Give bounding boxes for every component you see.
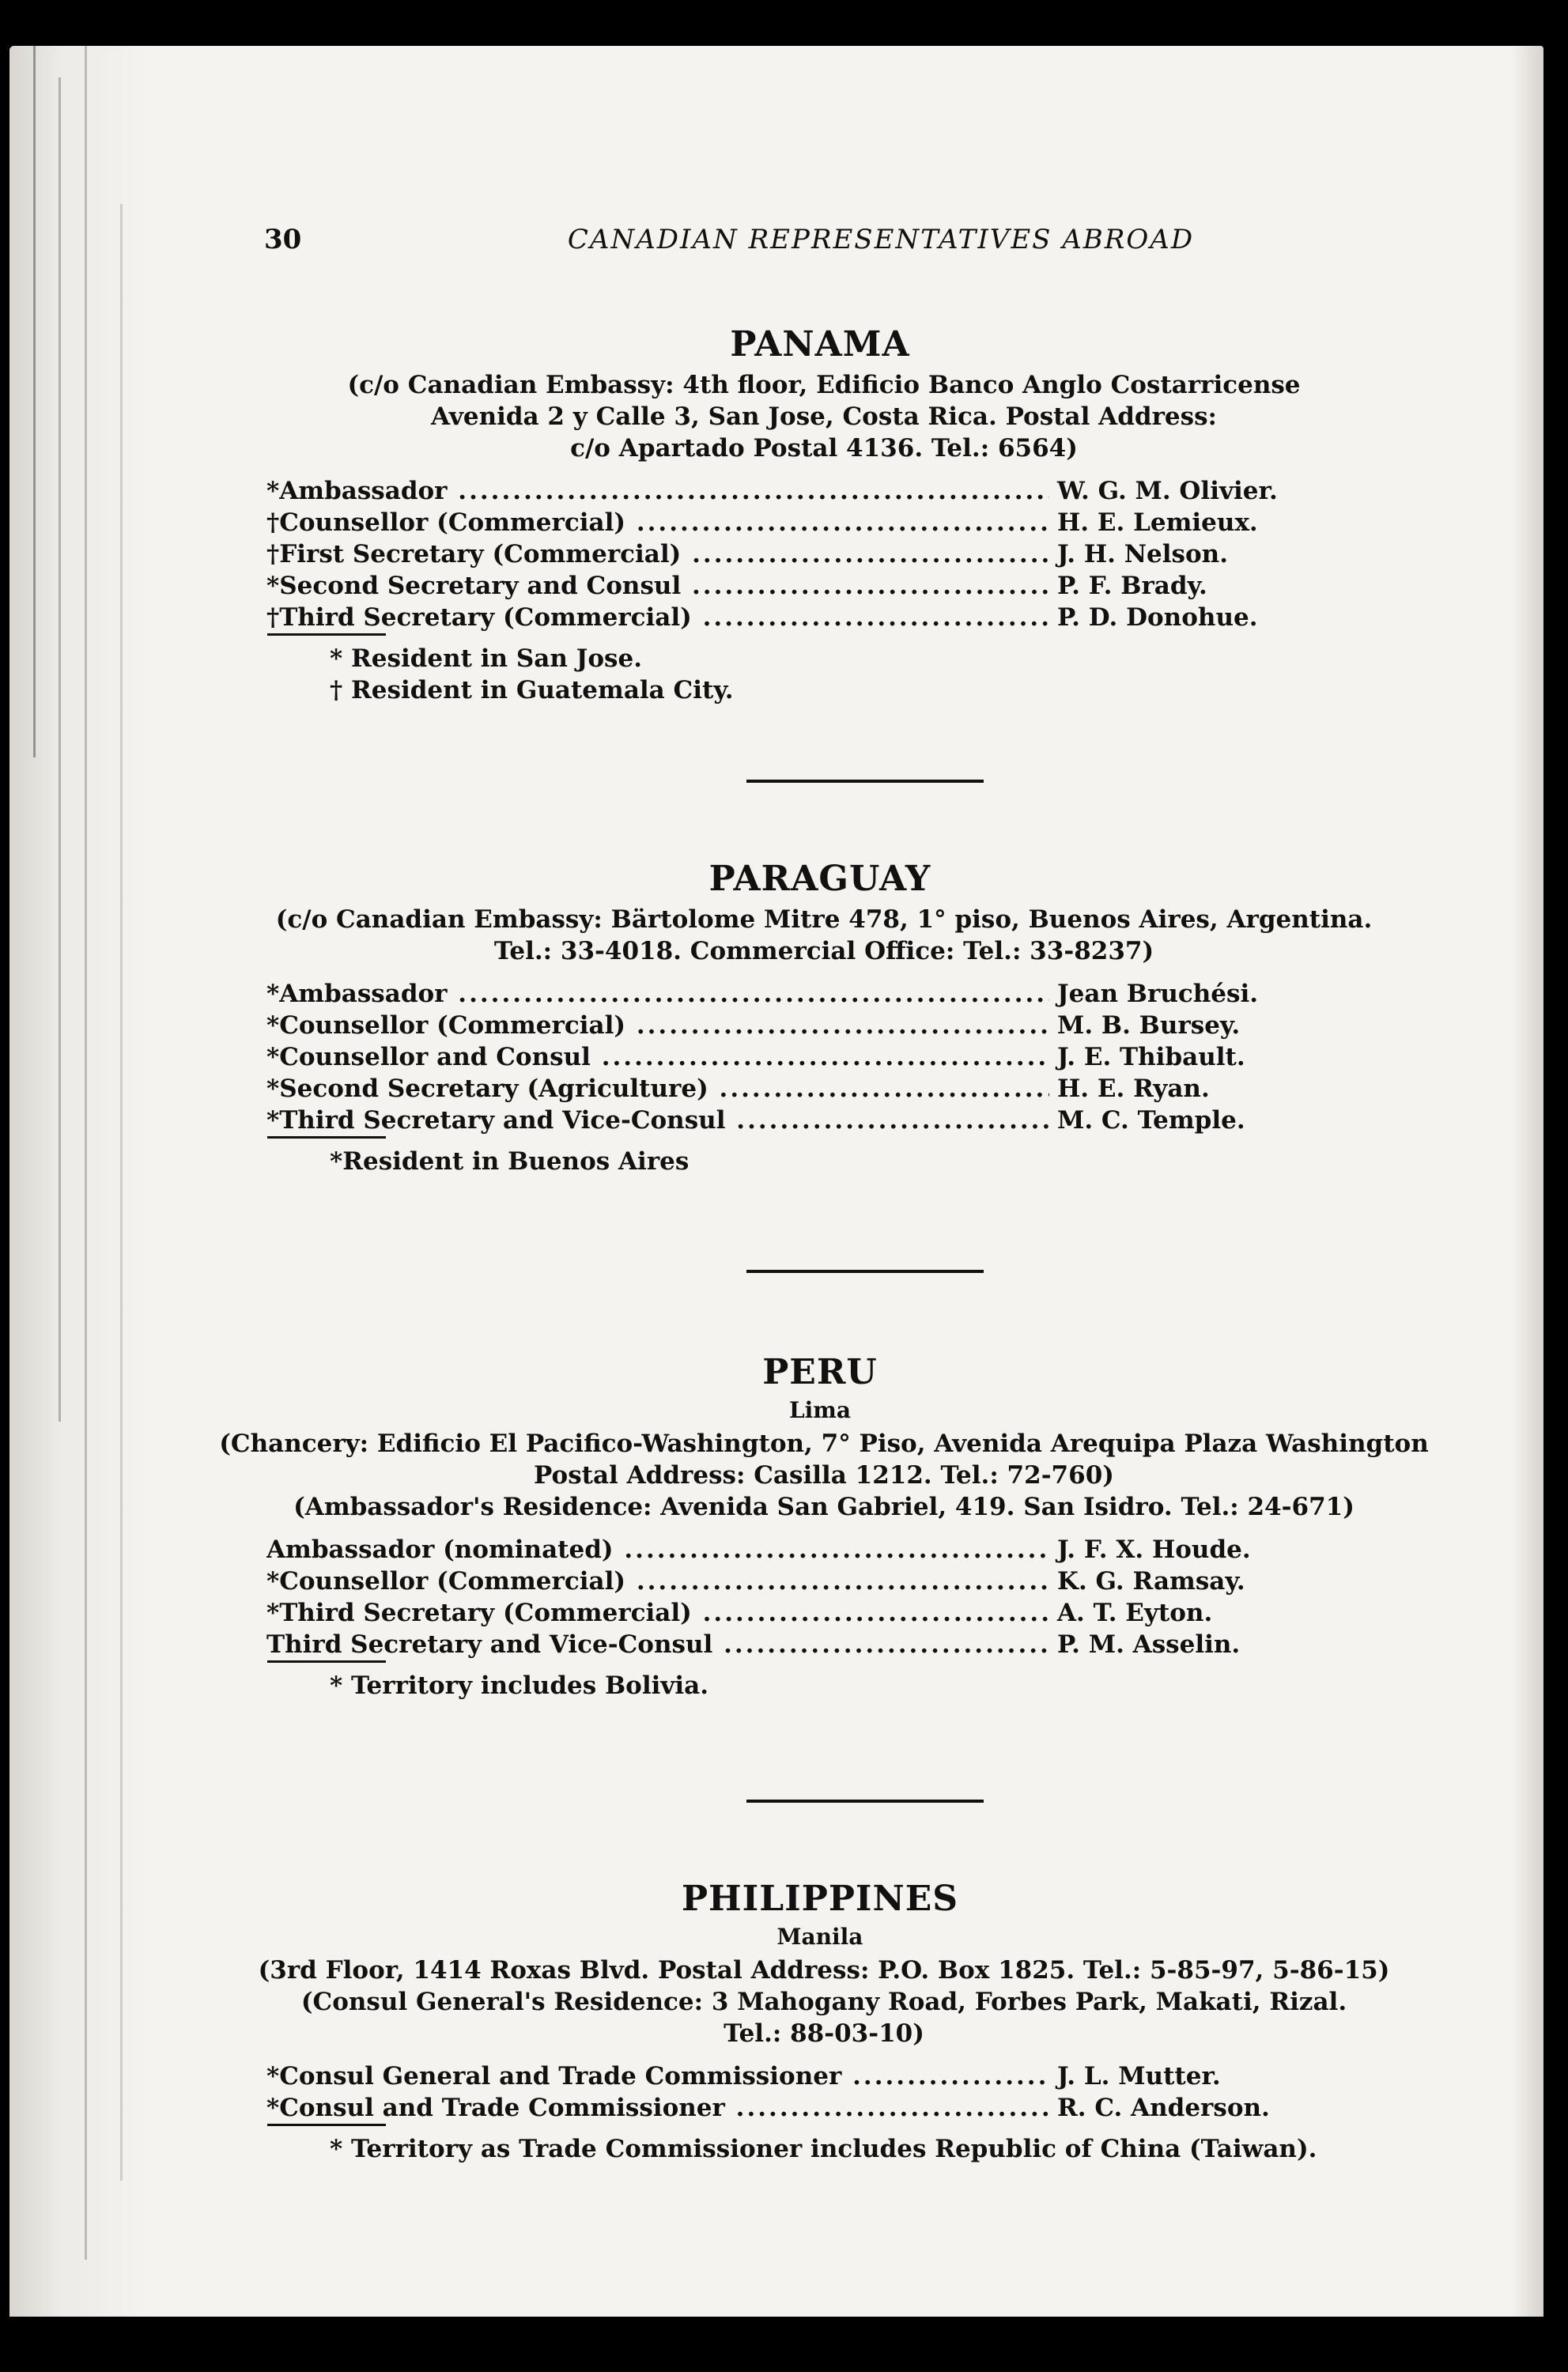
staff-row	[9, 2060, 1543, 2092]
staff-name: J. L. Mutter.	[1057, 2062, 1221, 2091]
staff-role: *Counsellor and Consul .....	[266, 1041, 1049, 1073]
staff-name: K. G. Ramsay.	[1057, 1567, 1245, 1596]
staff-name: J. F. X. Houde.	[1057, 1535, 1251, 1564]
staff-role: *Consul and Trade Commissioner .....	[266, 2092, 1049, 2124]
page-number: 30	[264, 224, 302, 255]
staff-row	[9, 507, 1543, 538]
staff-name: P. F. Brady.	[1057, 572, 1207, 600]
footnote: * Territory includes Bolivia.	[330, 1671, 709, 1700]
country-heading: PARAGUAY	[708, 859, 931, 899]
staff-row	[9, 570, 1543, 602]
staff-row	[9, 475, 1543, 507]
staff-role: †First Secretary (Commercial) .....	[266, 538, 1049, 570]
staff-list	[9, 475, 1543, 633]
section-divider	[746, 1270, 984, 1273]
section-philippines	[9, 1879, 1543, 2165]
country-heading: PHILIPPINES	[681, 1879, 959, 1919]
staff-role: *Consul General and Trade Commissioner .....	[266, 2060, 1049, 2092]
address-line: (Ambassador's Residence: Avenida San Gabriel, 419. San Isidro. Tel.: 24-671)	[293, 1493, 1355, 1521]
footnote: * Resident in San Jose.	[330, 644, 642, 673]
staff-role: *Counsellor (Commercial) .....	[266, 1010, 1049, 1041]
running-title: CANADIAN REPRESENTATIVES ABROAD	[567, 224, 1195, 255]
footnote-rule	[267, 1660, 386, 1663]
staff-role: Third Secretary and Vice-Consul .....	[266, 1629, 1049, 1660]
staff-row	[9, 978, 1543, 1010]
staff-row	[9, 538, 1543, 570]
staff-role: *Ambassador .....	[266, 475, 1049, 507]
staff-role: *Third Secretary (Commercial) .....	[266, 1597, 1049, 1629]
address-line: (c/o Canadian Embassy: Bärtolome Mitre 478, 1° piso, Buenos Aires, Argentina.	[275, 905, 1373, 934]
staff-row	[9, 1566, 1543, 1597]
section-divider	[746, 1800, 984, 1803]
address-block	[9, 1428, 1543, 1523]
country-heading: PANAMA	[730, 324, 910, 364]
address-line: (Consul General's Residence: 3 Mahogany Road, Forbes Park, Makati, Rizal.	[300, 1988, 1347, 2016]
country-heading: PERU	[762, 1352, 878, 1392]
footnotes	[9, 2133, 1543, 2165]
staff-row	[9, 1597, 1543, 1629]
address-line: (Chancery: Edificio El Pacifico-Washington, 7° Piso, Avenida Arequipa Plaza Washington	[219, 1430, 1429, 1458]
address-block	[9, 904, 1543, 967]
section-divider	[746, 780, 984, 783]
footnote-rule	[267, 633, 386, 636]
staff-role: †Third Secretary (Commercial) .....	[266, 602, 1049, 633]
staff-name: J. H. Nelson.	[1057, 540, 1229, 568]
staff-role: Ambassador (nominated) .....	[266, 1534, 1049, 1566]
city-name: Lima	[788, 1397, 852, 1423]
staff-role: *Second Secretary (Agriculture) .....	[266, 1073, 1049, 1105]
staff-row	[9, 1629, 1543, 1660]
footnote-rule	[267, 1136, 386, 1139]
staff-row	[9, 602, 1543, 633]
address-block	[9, 369, 1543, 464]
staff-role: *Third Secretary and Vice-Consul .....	[266, 1105, 1049, 1136]
footnotes	[9, 1670, 1543, 1702]
staff-list	[9, 1534, 1543, 1660]
staff-name: M. B. Bursey.	[1057, 1011, 1241, 1040]
staff-list	[9, 978, 1543, 1136]
staff-row	[9, 1010, 1543, 1041]
staff-name: A. T. Eyton.	[1057, 1599, 1213, 1627]
staff-list	[9, 2060, 1543, 2124]
address-line: Tel.: 88-03-10)	[724, 2019, 924, 2048]
footnote: † Resident in Guatemala City.	[330, 676, 734, 704]
document-page	[9, 46, 1543, 2317]
footnote: * Territory as Trade Commissioner includes Republic of China (Taiwan).	[330, 2135, 1317, 2163]
staff-name: W. G. M. Olivier.	[1057, 477, 1278, 505]
staff-name: M. C. Temple.	[1057, 1106, 1245, 1135]
address-line: Tel.: 33-4018. Commercial Office: Tel.: 33-8237)	[493, 937, 1154, 965]
staff-role: *Ambassador .....	[266, 978, 1049, 1010]
address-line: Postal Address: Casilla 1212. Tel.: 72-760)	[534, 1461, 1114, 1490]
staff-name: H. E. Lemieux.	[1057, 508, 1258, 537]
staff-name: P. D. Donohue.	[1057, 603, 1258, 632]
section-panama	[9, 324, 1543, 706]
address-block	[9, 1955, 1543, 2049]
section-paraguay	[9, 859, 1543, 1177]
staff-name: Jean Bruchési.	[1057, 980, 1259, 1008]
staff-row	[9, 2092, 1543, 2124]
address-line: c/o Apartado Postal 4136. Tel.: 6564)	[570, 434, 1078, 463]
staff-name: H. E. Ryan.	[1057, 1075, 1210, 1103]
address-line: Avenida 2 y Calle 3, San Jose, Costa Rica. Postal Address:	[431, 402, 1217, 431]
staff-role: *Counsellor (Commercial) .....	[266, 1566, 1049, 1597]
section-peru	[9, 1352, 1543, 1702]
city-name: Manila	[776, 1924, 863, 1950]
staff-name: J. E. Thibault.	[1057, 1043, 1245, 1071]
page-content	[9, 46, 1543, 2317]
footnotes	[9, 1146, 1543, 1177]
running-head	[264, 224, 1466, 271]
staff-name: P. M. Asselin.	[1057, 1630, 1241, 1659]
footnote-rule	[267, 2124, 386, 2126]
address-line: (c/o Canadian Embassy: 4th floor, Edificio Banco Anglo Costarricense	[347, 371, 1301, 399]
footnote: *Resident in Buenos Aires	[330, 1147, 690, 1176]
staff-role: †Counsellor (Commercial) .....	[266, 507, 1049, 538]
staff-row	[9, 1041, 1543, 1073]
staff-name: R. C. Anderson.	[1057, 2094, 1270, 2122]
staff-row	[9, 1105, 1543, 1136]
address-line: (3rd Floor, 1414 Roxas Blvd. Postal Address: P.O. Box 1825. Tel.: 5-85-97, 5-86-15)	[258, 1956, 1390, 1985]
staff-role: *Second Secretary and Consul .....	[266, 570, 1049, 602]
footnotes	[9, 643, 1543, 706]
staff-row	[9, 1534, 1543, 1566]
staff-row	[9, 1073, 1543, 1105]
